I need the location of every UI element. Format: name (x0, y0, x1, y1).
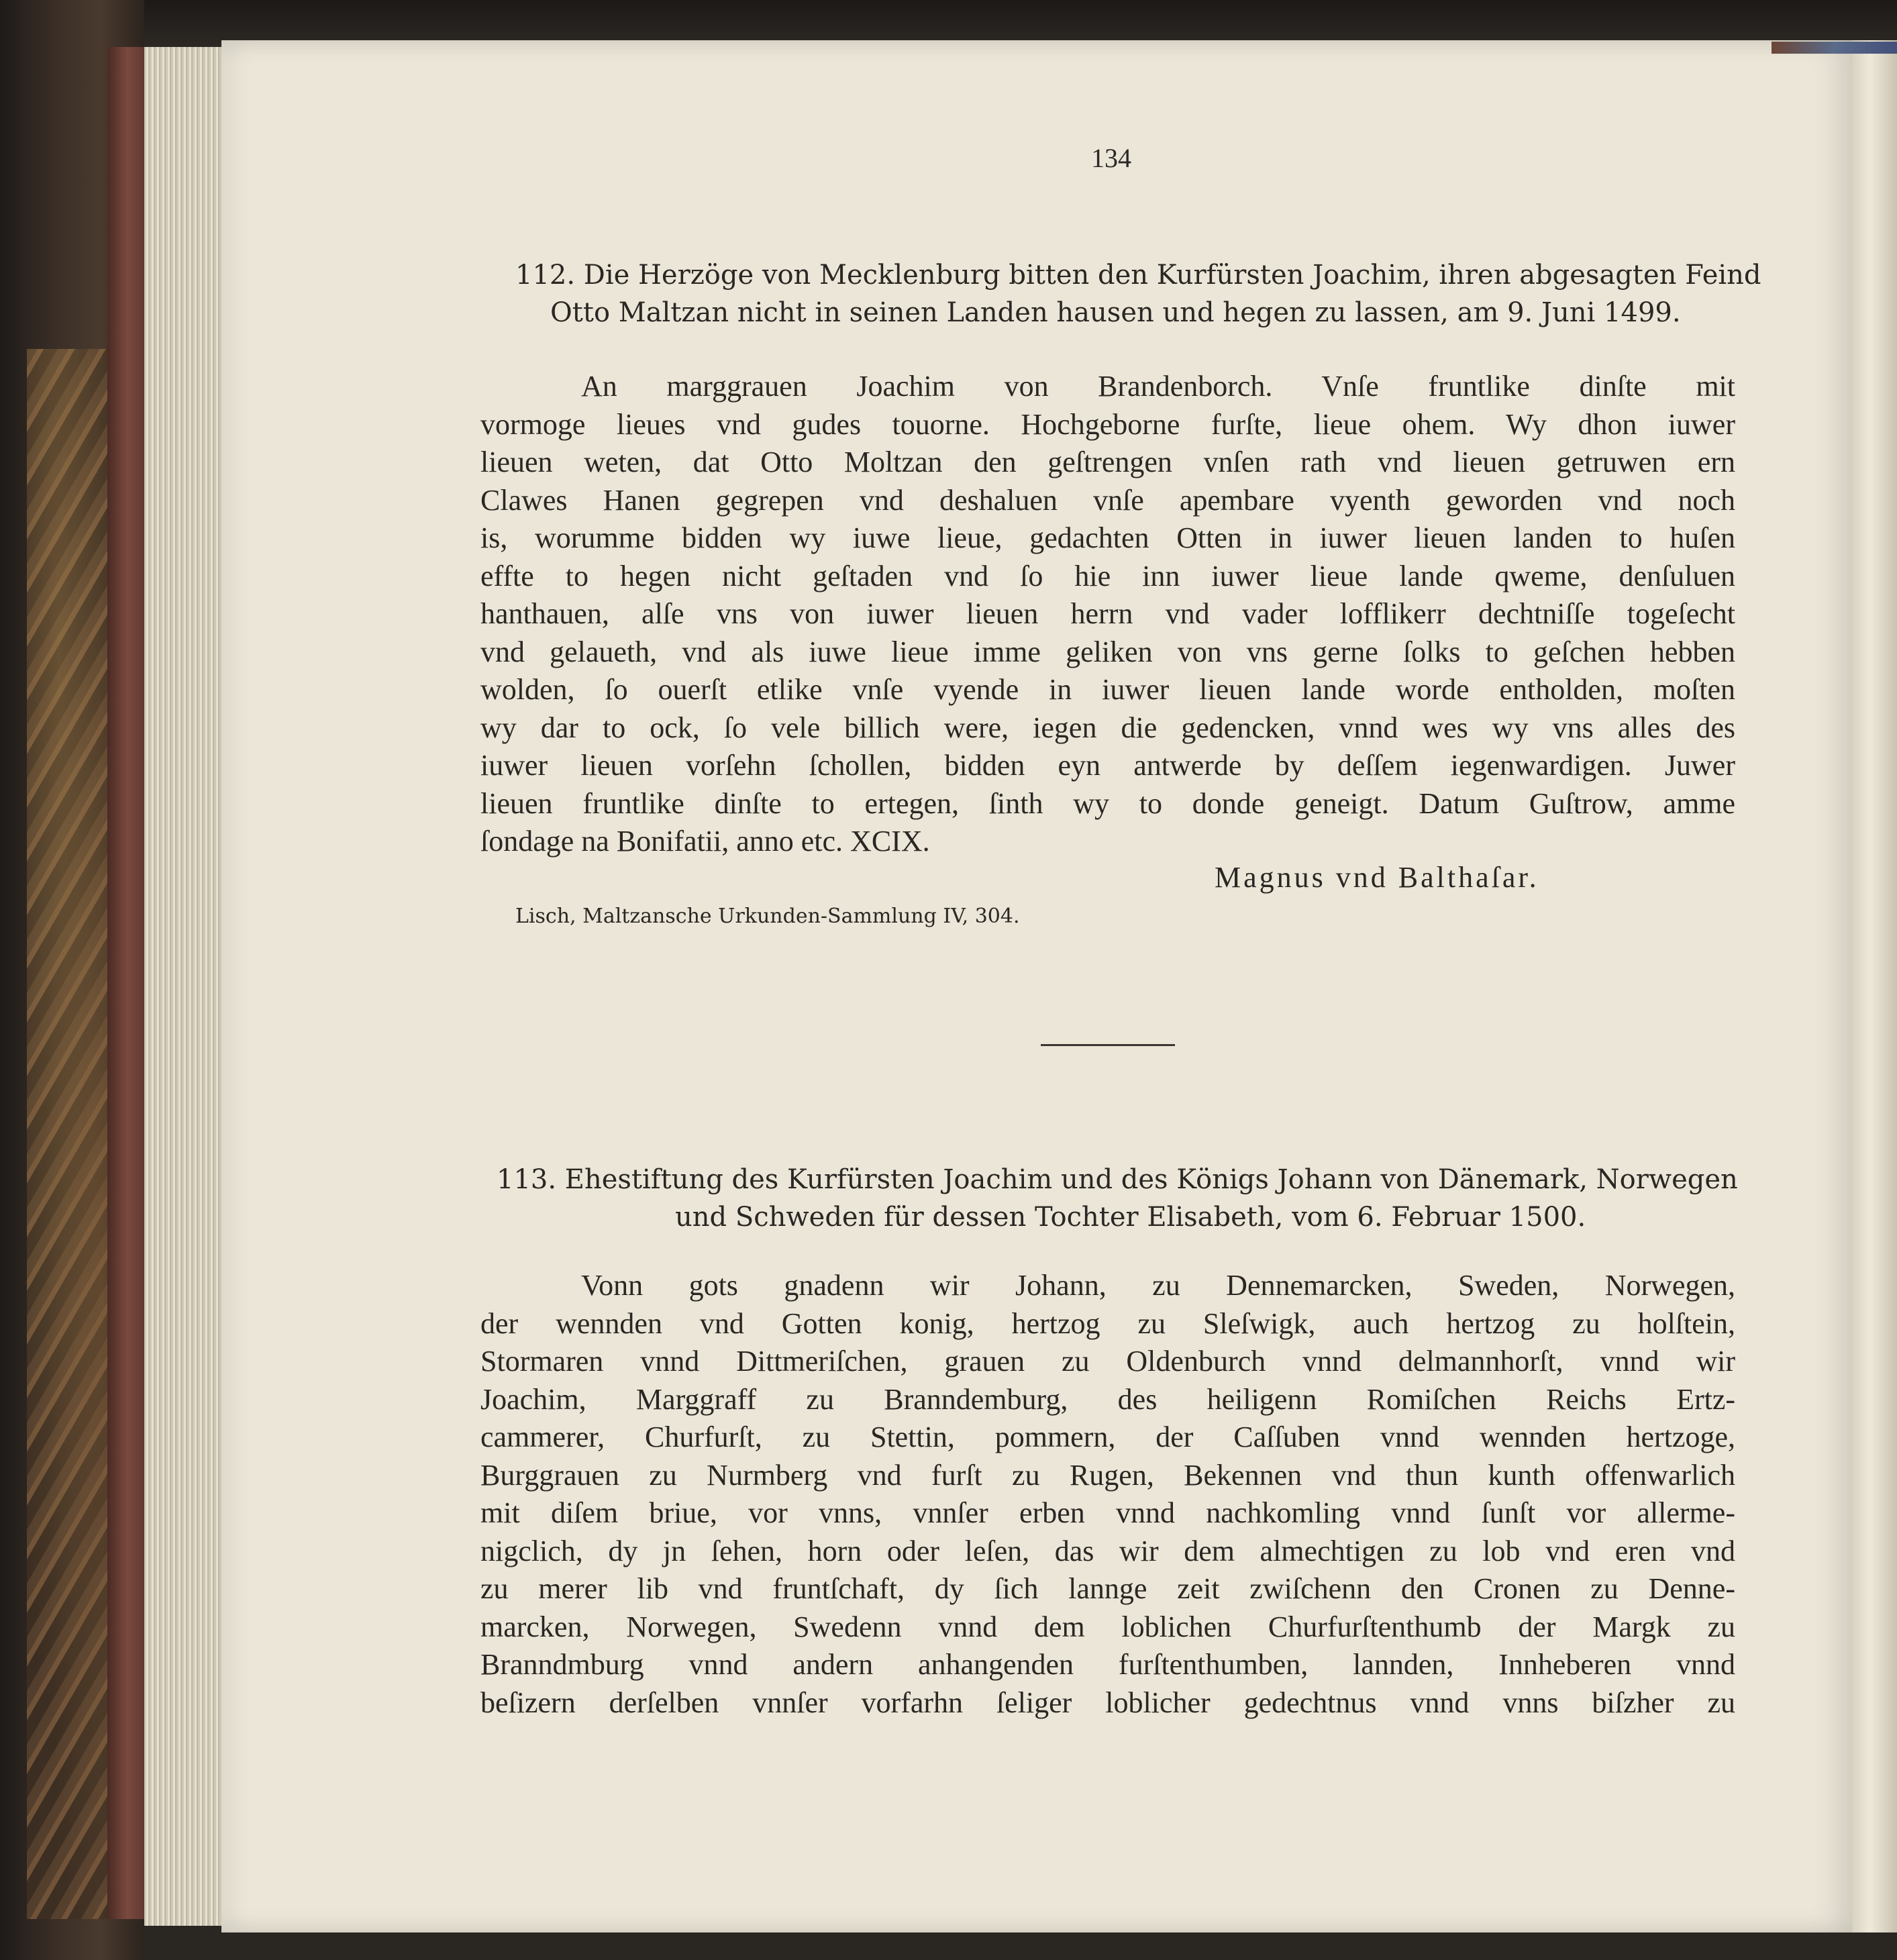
book-spine (107, 47, 148, 1919)
doc113-line-12: beſizern derſelben vnnſer vorfarhn ſeliger loblicher gedechtnus vnnd vnns biſzher zu (480, 1686, 1735, 1719)
doc112-source-citation: Lisch, Maltzansche Urkunden-Sammlung IV, 304. (515, 905, 1020, 928)
doc113-heading (480, 1161, 1738, 1236)
doc112-signature: Magnus vnd Balthaſar. (1215, 861, 1539, 894)
doc113-line-4: Joachim, Marggraff zu Branndemburg, des heiligenn Romiſchen Reichs Ertz- (480, 1382, 1735, 1416)
doc113-line-3: Stormaren vnnd Dittmeriſchen, grauen zu Oldenburch vnnd delmannhorſt, vnnd wir (480, 1345, 1735, 1378)
doc113-line-7: mit diſem briue, vor vnns, vnnſer erben vnnd nachkomling vnnd ſunſt vor allerme- (480, 1496, 1735, 1529)
doc112-line-5: is, worumme bidden wy iuwe lieue, gedachten Otten in iuwer lieuen landen to huſen (480, 521, 1735, 554)
doc112-line-12: lieuen fruntlike dinſte to ertegen, ſinth wy to donde geneigt. Datum Guſtrow, amme (480, 786, 1735, 820)
doc112-line-10: wy dar to ock, ſo vele billich were, iegen die gedencken, vnnd wes wy vns alles des (480, 711, 1735, 744)
page-edges-left (144, 47, 225, 1926)
doc113-line-6: Burggrauen zu Nurmberg vnd furſt zu Rugen, Bekennen vnd thun kunth offenwarlich (480, 1458, 1735, 1492)
doc112-line-6: effte to hegen nicht geſtaden vnd ſo hie inn iuwer lieue lande qweme, denſuluen (480, 559, 1735, 592)
doc113-body (480, 1267, 1735, 1722)
doc113-line-1: Vonn gots gnadenn wir Johann, zu Dennemarcken, Sweden, Norwegen, (581, 1269, 1735, 1302)
doc112-line-8: vnd gelaueth, vnd als iuwe lieue imme geliken von vns gerne ſolks to geſchen hebben (480, 635, 1735, 668)
doc112-line-1: An marggrauen Joachim von Brandenborch. Vnſe fruntlike dinſte mit (581, 370, 1735, 403)
doc113-line-2: der wennden vnd Gotten konig, hertzog zu Sleſwigk, auch hertzog zu holſtein, (480, 1306, 1735, 1340)
page-edges-right (1852, 40, 1897, 1932)
doc112-body (480, 368, 1735, 861)
doc113-line-8: nigclich, dy jn ſehen, horn oder leſen, das wir dem almechtigen zu lob vnd eren vnd (480, 1534, 1735, 1567)
doc112-line-4: Clawes Hanen gegrepen vnd deshaluen vnſe apembare vyenth geworden vnd noch (480, 483, 1735, 517)
doc112-line-13: ſondage na Bonifatii, anno etc. XCIX. (480, 825, 930, 858)
bookmark-ribbon (1772, 42, 1897, 54)
doc113-line-5: cammerer, Churfurſt, zu Stettin, pommern, der Caſſuben vnnd wennden hertzoge, (480, 1421, 1735, 1453)
doc113-heading-line-2: und Schweden für dessen Tochter Elisabeth, vom 6. Februar 1500. (675, 1202, 1586, 1233)
doc112-line-7: hanthauen, alſe vns von iuwer lieuen herrn vnd vader lofflikerr dechtniſſe togeſecht (480, 597, 1735, 630)
doc113-line-10: marcken, Norwegen, Swedenn vnnd dem loblichen Churfurſtenthumb der Margk zu (480, 1610, 1735, 1643)
section-divider (1041, 1044, 1175, 1046)
doc112-line-9: wolden, ſo ouerſt etlike vnſe vyende in iuwer lieuen lande worde entholden, moſten (480, 673, 1735, 706)
doc113-heading-line-1: 113. Ehestiftung des Kurfürsten Joachim und des Königs Johann von Dänemark, Norwegen (497, 1164, 1738, 1195)
doc112-line-11: iuwer lieuen vorſehn ſchollen, bidden eyn antwerde by deſſem iegenwardigen. Juwer (480, 749, 1735, 782)
doc112-line-3: lieuen weten, dat Otto Moltzan den geſtrengen vnſen rath vnd lieuen getruwen ern (480, 446, 1735, 478)
doc112-heading-line-2: Otto Maltzan nicht in seinen Landen hausen und hegen zu lassen, am 9. Juni 1499. (550, 297, 1681, 328)
doc113-line-9: zu merer lib vnd fruntſchaft, dy ſich lannge zeit zwiſchenn den Cronen zu Denne- (480, 1572, 1735, 1605)
page-number: 134 (1091, 143, 1131, 173)
doc113-line-11: Branndmburg vnnd andern anhangenden furſtenthumben, lannden, Innheberen vnnd (480, 1648, 1735, 1681)
doc112-heading (480, 256, 1761, 331)
doc112-heading-line-1: 112. Die Herzöge von Mecklenburg bitten den Kurfürsten Joachim, ihren abgesagten Feind (515, 260, 1761, 291)
doc112-line-2: vormoge lieues vnd gudes touorne. Hochgeborne furſte, lieue ohem. Wy dhon iuwer (480, 407, 1735, 441)
